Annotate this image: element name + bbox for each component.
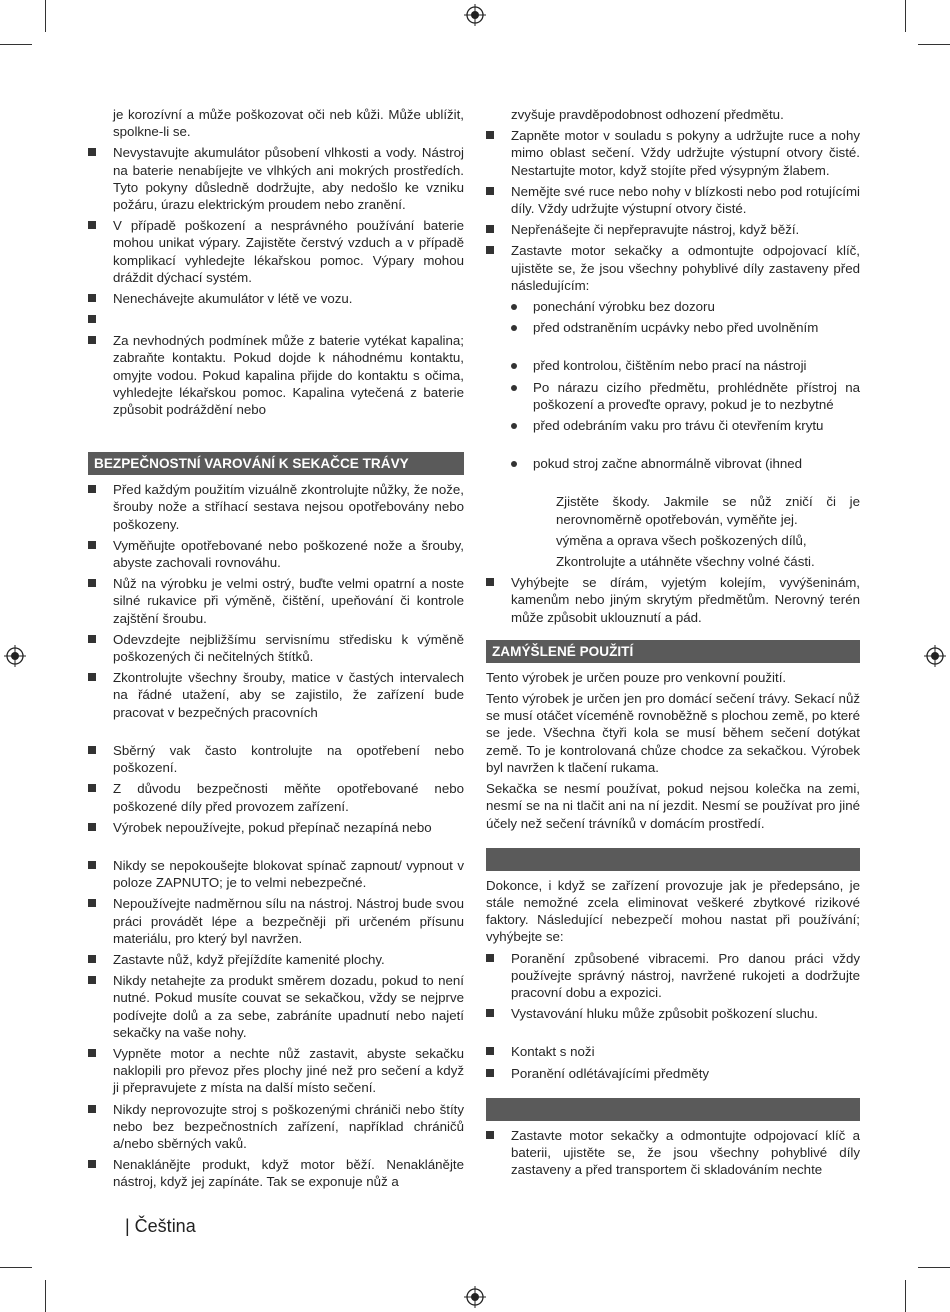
list-item-text: Zkontrolujte všechny šrouby, matice v častých intervalech na řádné utažení, aby se zajistilo, že zařízení bude pracovat v bezpečných pracovních [113,670,464,720]
list-item-text: Za nevhodných podmínek může z baterie vytékat kapalina; zabraňte kontaktu. Pokud dojde k náhodnému kontaktu, omyjte vodou. Pokud kapalina přijde do kontaktu s očima, vyhledejte lékařskou pomoc. Kapalina vytečená z baterie způsobit podráždění nebo [113,333,464,418]
square-bullet-icon [486,246,494,254]
list-item [88,972,464,1041]
list-item-text: Výrobek nepoužívejte, pokud přepínač nezapíná nebo [113,819,432,835]
list-item [486,127,860,179]
list-item [88,1101,464,1153]
list-item [88,1156,464,1190]
list-item [88,857,464,891]
crop-mark [0,1267,32,1268]
crop-mark [45,0,46,32]
registration-mark-icon [464,1286,486,1308]
crop-mark [905,0,906,32]
square-bullet-icon [88,336,96,344]
list-item-text: Vyhýbejte se dírám, vyjetým kolejím, vyvýšeninám, kamenům nebo jiným skrytým předmětům. Nerovný terén může způsobit uklouznutí a pád. [511,575,860,625]
list-item [486,183,860,217]
list-item [88,951,464,968]
list-item [88,895,464,947]
registration-mark-icon [924,645,946,667]
square-bullet-icon [486,578,494,586]
list-item-text: Poranění způsobené vibracemi. Pro danou práci vždy používejte správný nástroj, navržené rukojeti a dodržujte pracovní dobu a expozici. [511,950,860,1000]
round-bullet-icon [511,461,517,467]
section-heading: BEZPEČNOSTNÍ VAROVÁNÍ K SEKAČCE TRÁVY [88,452,464,475]
list-item-text: Zastavte nůž, když přejíždíte kamenité plochy. [113,951,385,967]
sub-list-item-text: před kontrolou, čištěním nebo prací na nástroji [533,358,807,374]
round-bullet-icon [511,363,517,369]
paragraph: Tento výrobek je určen jen pro domácí sečení trávy. Sekací nůž se musí otáčet víceméně rovnoběžně s plochou země, po které se jede. Všechna čtyři kola se musí během sečení dotýkat země. To je kontrolovaná chůze chodce za sekačkou. Výrobek byl navržen k tlačení rukama. [486,691,860,775]
list-item [88,742,464,776]
sub-list-item [486,319,860,336]
square-bullet-icon [486,1069,494,1077]
list-item-text: Odevzdejte nejbližšímu servisnímu středisku k výměně poškozených či nečitelných štítků. [113,631,464,665]
list-item [486,1065,860,1082]
list-item [88,537,464,571]
square-bullet-icon [88,579,96,587]
square-bullet-icon [88,1105,96,1113]
list-item-text: Zapněte motor v souladu s pokyny a udržujte ruce a nohy mimo oblast sečení. Vždy udržujte výstupní otvory čisté. Nestartujte motor, když stojíte před výsypným žlabem. [511,128,860,178]
crop-mark [918,44,950,45]
list-item [88,819,464,836]
crop-mark [45,1280,46,1312]
square-bullet-icon [486,225,494,233]
list-item [88,311,464,328]
list-item-text: Nepoužívejte nadměrnou sílu na nástroj. Nástroj bude svou práci provádět lépe a bezpečněji při určeném přísunu materiálu, pro který byl navržen. [113,896,464,946]
list-item [88,217,464,286]
paragraph: Tento výrobek je určen pouze pro venkovní použití. [486,669,787,685]
square-bullet-icon [88,148,96,156]
list-item [486,1043,860,1060]
list-item-text: Kontakt s noži [511,1044,595,1060]
square-bullet-icon [486,187,494,195]
sub-list-item-text: před odebráním vaku pro trávu či otevřením krytu [533,418,824,434]
round-bullet-icon [511,304,517,310]
square-bullet-icon [88,861,96,869]
list-item [486,1005,860,1022]
crop-mark [905,1280,906,1312]
list-item-text: Vyměňujte opotřebované nebo poškozené nože a šrouby, abyste zachovali rovnováhu. [113,537,464,571]
crop-mark [918,1267,950,1268]
list-item-text: Nevystavujte akumulátor působení vlhkosti a vody. Nástroj na baterie nenabíjejte ve vlhkých ani mokrých prostředích. Tyto pokyny důsledně dodržujte, aby nedošlo ke vzniku požáru, úrazu elektrickým proudem nebo zranění. [113,145,464,213]
list-item [486,950,860,1002]
right-column [486,106,860,1182]
list-item [88,144,464,213]
list-item-text: Vystavování hluku může způsobit poškození sluchu. [511,1006,818,1022]
list-item-text: Nenechávejte akumulátor v létě ve vozu. [113,291,353,307]
square-bullet-icon [88,541,96,549]
list-item-text: Zastavte motor sekačky a odmontujte odpojovací klíč, ujistěte se, že jsou všechny pohyblivé díly zastaveny před následujícím: [511,243,860,293]
list-item [88,780,464,814]
registration-mark-icon [4,645,26,667]
list-item [88,669,464,721]
continued-text: zvyšuje pravděpodobnost odhození předmětu. [511,107,784,122]
square-bullet-icon [88,976,96,984]
sub-list-item-text: před odstraněním ucpávky nebo před uvolněním [533,320,819,336]
list-item [486,574,860,626]
sub-list-item-text: ponechání výrobku bez dozoru [533,299,715,315]
round-bullet-icon [511,325,517,331]
square-bullet-icon [88,1049,96,1057]
list-item-text: Z důvodu bezpečnosti měňte opotřebované nebo poškozené díly před provozem zařízení. [113,781,464,814]
square-bullet-icon [88,746,96,754]
square-bullet-icon [486,1009,494,1017]
list-item [486,242,860,294]
sub-list-item [486,455,860,472]
list-item-text: Poranění odlétávajícími předměty [511,1065,710,1081]
square-bullet-icon [486,954,494,962]
section-heading: ZAMÝŠLENÉ POUŽITÍ [486,640,860,663]
section-heading [486,848,860,871]
sub-list-item [486,298,860,315]
square-bullet-icon [88,635,96,643]
left-column [88,106,464,1195]
registration-mark-icon [464,4,486,26]
list-item-text: Nikdy neprovozujte stroj s poškozenými chrániči nebo štíty nebo bez bezpečnostních zařízení, například chráničů a/nebo sběrných vaků. [113,1101,464,1151]
square-bullet-icon [88,294,96,302]
square-bullet-icon [88,221,96,229]
list-item-text: Nikdy se nepokoušejte blokovat spínač zapnout/ vypnout v poloze ZAPNUTO; je to velmi nebezpečné. [113,857,464,891]
list-item-text: Nemějte své ruce nebo nohy v blízkosti nebo pod rotujícími díly. Vždy udržujte výstupní otvory čisté. [511,183,860,217]
list-item-text: Zastavte motor sekačky a odmontujte odpojovací klíč a baterii, ujistěte se, že jsou všechny pohyblivé díly zastaveny a před transportem či skladováním nechte [511,1127,860,1178]
round-bullet-icon [511,423,517,429]
sub-list-item-text: pokud stroj začne abnormálně vibrovat (ihned [533,456,803,472]
list-item-text: Nikdy netahejte za produkt směrem dozadu, pokud to není nutné. Pokud musíte couvat se sekačkou, vždy se nejprve podívejte dolů a za sebe, zabráníte upadnutí nebo najetí sekačky na vaše nohy. [113,973,464,1040]
square-bullet-icon [88,1160,96,1168]
continued-text: je korozívní a může poškozovat oči neb kůži. Může ublížit, spolkne-li se. [113,107,464,140]
paragraph: Sekačka se nesmí používat, pokud nejsou kolečka na zemi, nesmí se na ni tlačit ani na ní jezdit. Nesmí se používat pro jiné účely než sečení trávníků v domácím prostředí. [486,781,860,831]
sub-list-item-text: Po nárazu cizího předmětu, prohlédněte přístroj na poškození a proveďte opravy, pokud je to nezbytné [533,379,860,412]
square-bullet-icon [88,823,96,831]
list-item [486,221,860,238]
indented-text: Zjistěte škody. Jakmile se nůž zničí či je nerovnoměrně opotřebován, vyměňte jej. [556,494,860,527]
list-item-text: Nenaklánějte produkt, když motor běží. Nenaklánějte nástroj, když jej zapínáte. Tak se exponuje nůž a [113,1157,464,1190]
round-bullet-icon [511,385,517,391]
paragraph: Dokonce, i když se zařízení provozuje jak je předepsáno, je stále nemožné zcela eliminovat veškeré zbytkové rizikové faktory. Následující nebezpečí mohou nastat při používání; vyhýbejte se: [486,877,860,945]
list-item [88,290,464,307]
square-bullet-icon [88,899,96,907]
list-item [88,631,464,665]
sub-list-item [486,417,860,434]
page-footer-language: | Čeština [125,1216,196,1236]
indented-text: Zkontrolujte a utáhněte všechny volné části. [556,554,815,570]
list-item-text: Nůž na výrobku je velmi ostrý, buďte velmi opatrní a noste silné rukavice při výměně, čištění, upeňování či kontrole zajštění šroubu. [113,576,464,626]
square-bullet-icon [486,1131,494,1139]
list-item-text: Nepřenášejte či nepřepravujte nástroj, když běží. [511,222,800,238]
sub-list-item [486,379,860,413]
list-item-text: V případě poškození a nesprávného používání baterie mohou unikat výpary. Zajistěte čerstvý vzduch a v případě komplikací vyhledejte lékařskou pomoc. Výpary mohou dráždit dýchací systém. [113,218,464,285]
square-bullet-icon [88,315,96,323]
square-bullet-icon [88,784,96,792]
list-item [486,1127,860,1179]
indented-text: výměna a oprava všech poškozených dílů, [556,532,807,548]
sub-list-item [486,357,860,374]
crop-mark [0,44,32,45]
list-item [88,1045,464,1097]
list-item-text: Sběrný vak často kontrolujte na opotřebení nebo poškození. [113,742,464,776]
list-item [88,481,464,533]
list-item [88,332,464,418]
section-heading [486,1098,860,1121]
square-bullet-icon [88,673,96,681]
square-bullet-icon [486,1047,494,1055]
list-item-text: Před každým použitím vizuálně zkontrolujte nůžky, že nože, šrouby nože a stříhací sestava nejsou opotřebovány nebo poškozeny. [113,482,464,532]
square-bullet-icon [88,955,96,963]
square-bullet-icon [88,485,96,493]
list-item-text: Vypněte motor a nechte nůž zastavit, abyste sekačku naklopili pro převoz přes plochy jiné než pro sečení a když ji přepravujete z místa na další místo sečení. [113,1045,464,1096]
list-item [88,575,464,627]
square-bullet-icon [486,131,494,139]
